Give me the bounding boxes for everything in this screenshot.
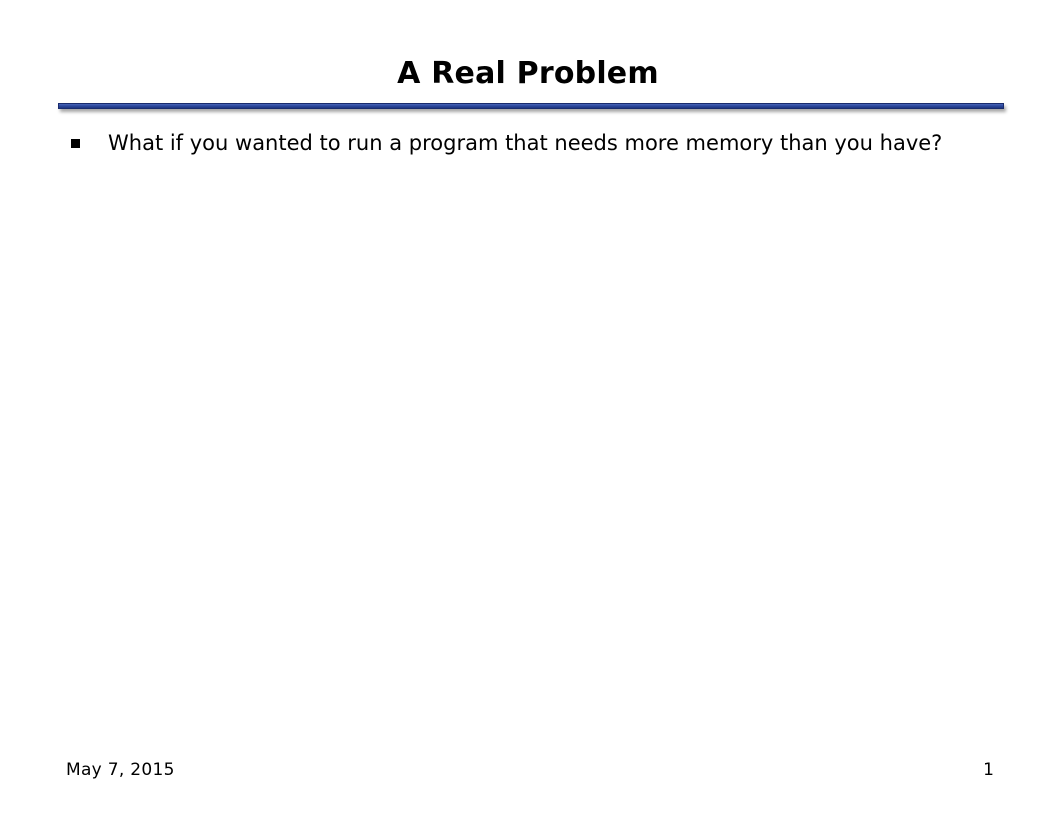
bullet-item xyxy=(68,128,988,158)
bullet-text: What if you wanted to run a program that needs more memory than you have? xyxy=(108,131,943,155)
square-bullet-icon xyxy=(71,139,80,148)
footer-date: May 7, 2015 xyxy=(66,760,175,780)
title-divider xyxy=(58,103,1004,109)
page-number: 1 xyxy=(983,760,994,780)
slide-title: A Real Problem xyxy=(397,56,659,91)
bullet-list xyxy=(68,128,988,158)
